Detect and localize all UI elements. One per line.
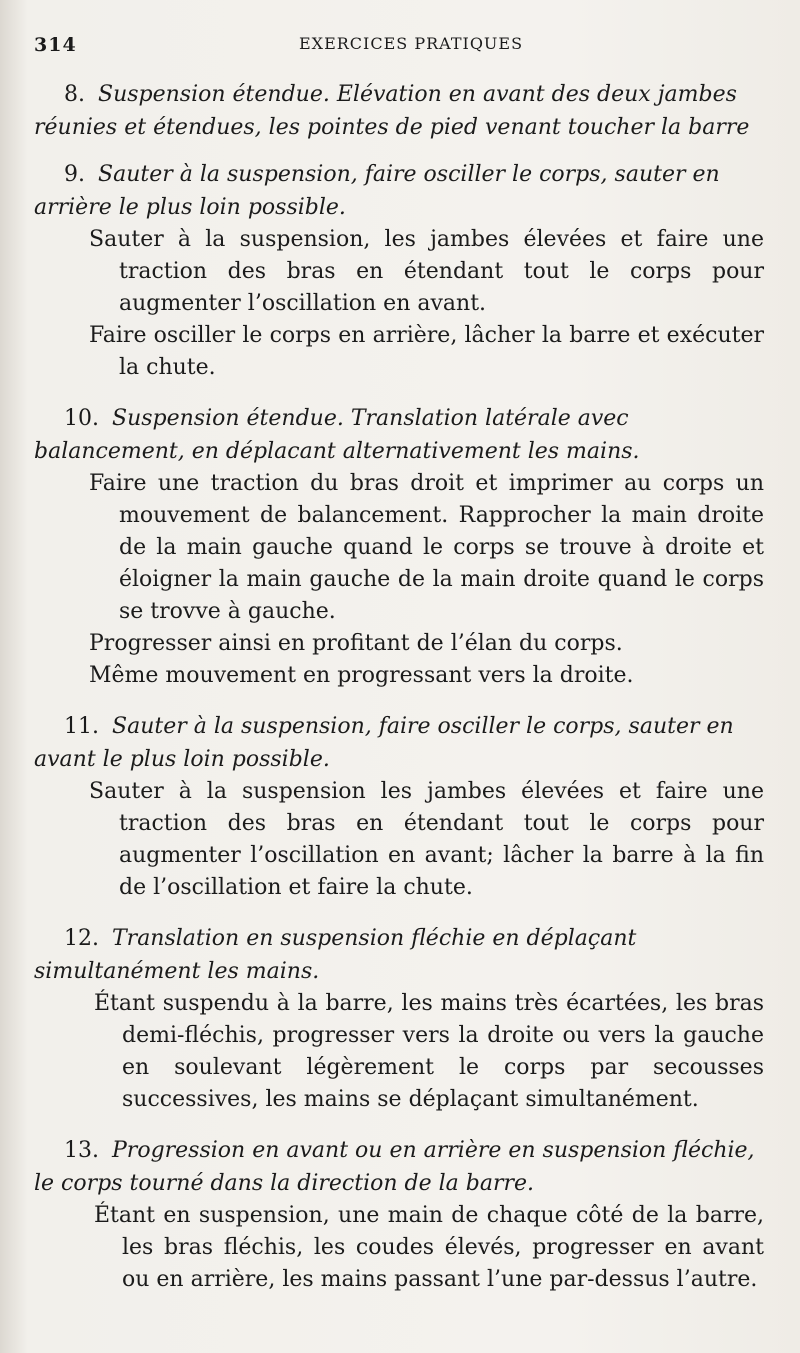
exercise-number: 12.: [64, 926, 99, 951]
running-title: EXERCICES PRATIQUES: [299, 34, 524, 53]
exercise-title: [34, 922, 764, 988]
page-number: 314: [34, 34, 77, 56]
exercise-title: [34, 158, 764, 224]
exercise-title: [34, 1134, 764, 1200]
exercise-title-text: Progression en avant ou en arrière en suspension fléchie, le corps tourné dans la direction de la barre.: [34, 1138, 755, 1196]
exercise-number: 10.: [64, 406, 99, 431]
exercise-number: 9.: [64, 162, 85, 187]
exercise-title-text: Suspension étendue. Translation latérale avec balancement, en déplacant alternativement les mains.: [34, 406, 640, 464]
exercise-step: Même mouvement en progressant vers la droite.: [89, 663, 634, 688]
exercise-number: 11.: [64, 714, 99, 739]
exercise-13: [34, 1134, 764, 1296]
exercise-step: Étant suspendu à la barre, les mains très écartées, les bras demi-fléchis, progresser vers la droite ou vers la gauche en soulevant légèrement le corps par secousses successives, les mains se déplaçant simultanément.: [94, 991, 764, 1112]
exercise-11: [34, 710, 764, 904]
exercise-8: [34, 78, 764, 144]
exercise-title-text: Translation en suspension fléchie en déplaçant simultanément les mains.: [34, 926, 637, 984]
exercise-title-text: Suspension étendue. Elévation en avant des deux jambes réunies et étendues, les pointes de pied venant toucher la barre: [34, 82, 750, 140]
exercise-title-text: Sauter à la suspension, faire osciller le corps, sauter en avant le plus loin possible.: [34, 714, 734, 772]
exercise-12: [34, 922, 764, 1116]
exercise-number: 8.: [64, 82, 85, 107]
exercise-title: [34, 710, 764, 776]
exercise-title: [34, 402, 764, 468]
exercise-9: [34, 158, 764, 384]
exercise-step: Faire osciller le corps en arrière, lâcher la barre et exécuter la chute.: [89, 323, 764, 380]
running-head: [34, 34, 760, 58]
exercise-step: Étant en suspension, une main de chaque côté de la barre, les bras fléchis, les coudes élevés, progresser en avant ou en arrière, les mains passant l’une par-dessus l’autre.: [94, 1203, 764, 1292]
exercise-title: [34, 78, 764, 144]
exercise-step: Faire une traction du bras droit et imprimer au corps un mouvement de balancement. Rapprocher la main droite de la main gauche quand le corps se trouve à droite et éloigner la main gauche de la main droite quand le corps se trovve à gauche.: [89, 471, 764, 624]
exercise-title-text: Sauter à la suspension, faire osciller le corps, sauter en arrière le plus loin possible.: [34, 162, 720, 220]
exercise-step: Sauter à la suspension les jambes élevées et faire une traction des bras en étendant tout le corps pour augmenter l’oscillation en avant; lâcher la barre à la fin de l’oscillation et faire la chute.: [89, 779, 764, 900]
exercise-10: [34, 402, 764, 692]
exercise-step: Progresser ainsi en profitant de l’élan du corps.: [89, 631, 623, 656]
exercise-step: Sauter à la suspension, les jambes élevées et faire une traction des bras en étendant tout le corps pour augmenter l’oscillation en avant.: [89, 227, 764, 316]
exercise-number: 13.: [64, 1138, 99, 1163]
page-content: [34, 78, 764, 1314]
